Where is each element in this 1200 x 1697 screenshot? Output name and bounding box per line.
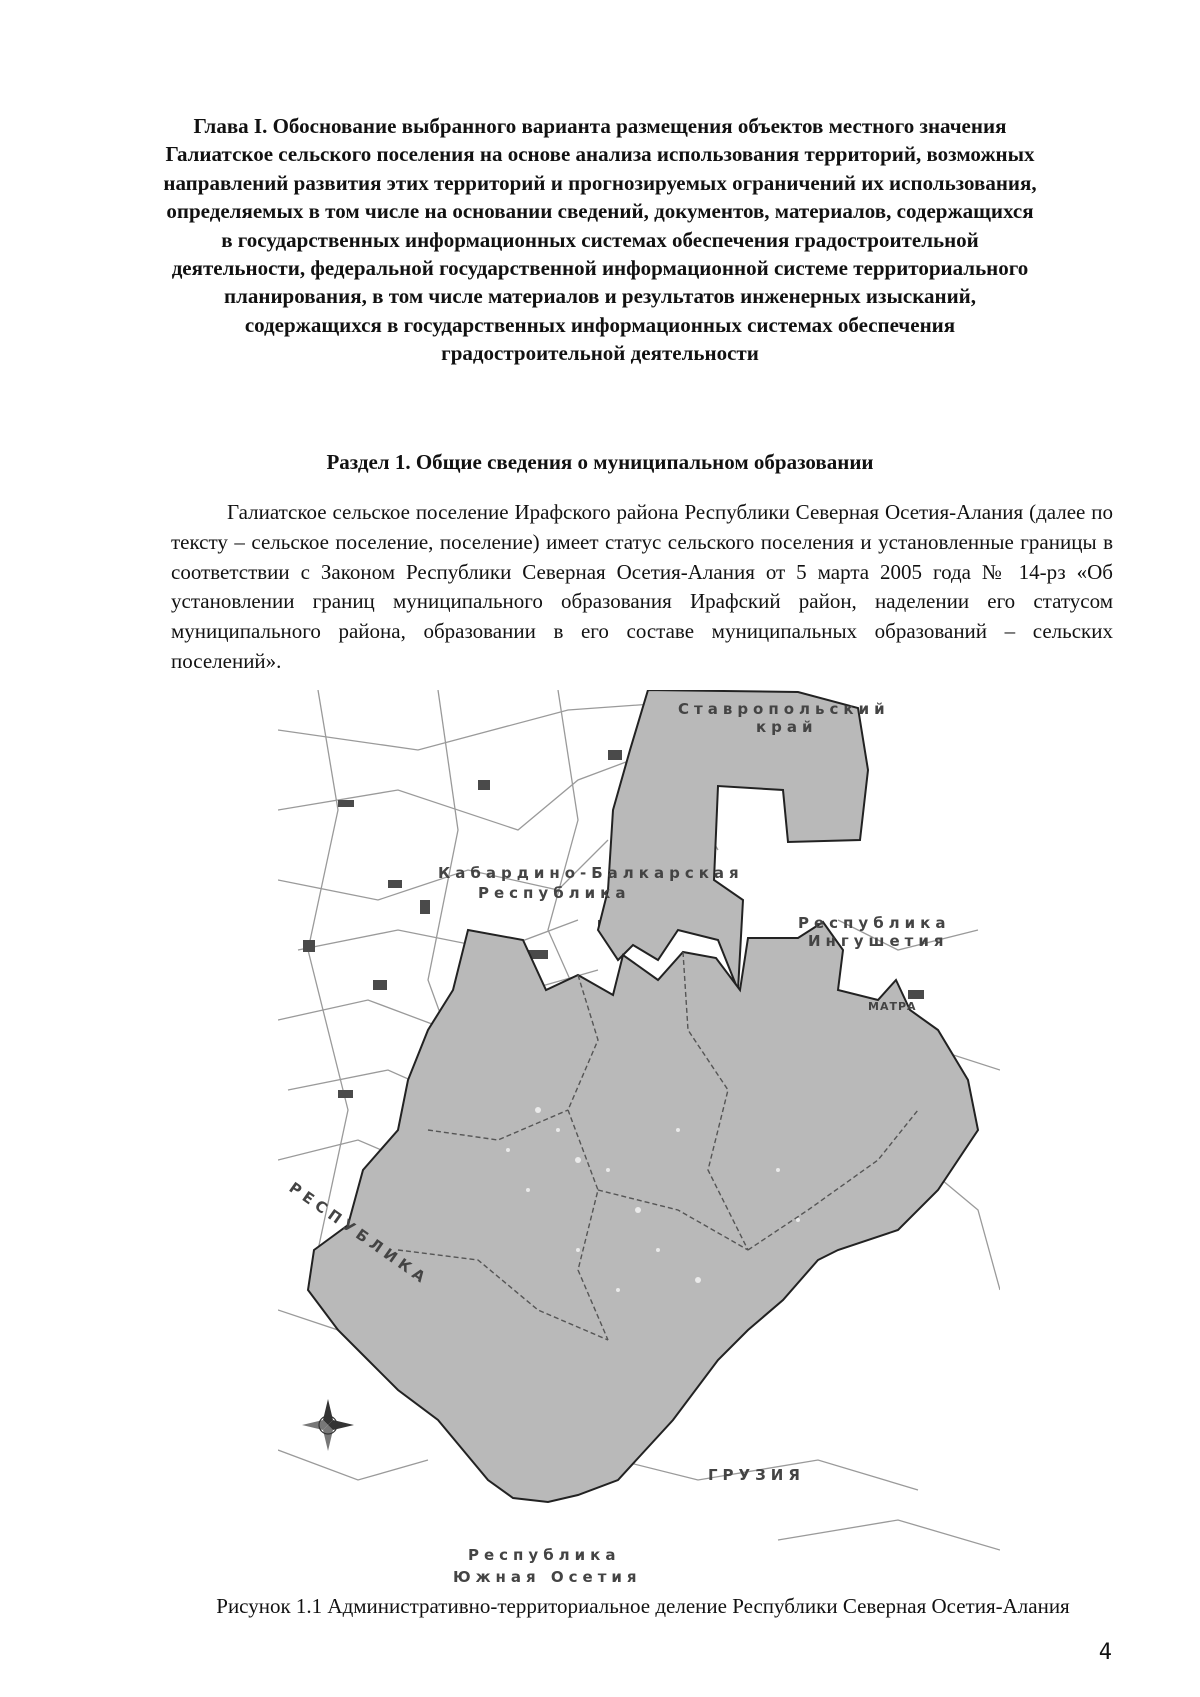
label-stavropol: Ставропольский (678, 700, 890, 718)
label-georgia: ГРУЗИЯ (708, 1466, 805, 1484)
label-kbr: Кабардино-Балкарская (438, 864, 744, 882)
label-ingushetia-republic: Республика (798, 914, 951, 932)
body-paragraph: Галиатское сельское поселение Ирафского района Республики Северная Осетия-Алания (далее по тексту – сельское поселение, поселение) имеет статус сельского поселения и установленные границы в соответствии с Законом Республики Северная Осетия-Алания от 5 марта 2005 года № 14-рз «Об установлении границ муниципального образования Ирафский район, наделении его статусом муниципального района, образовании в его составе муниципальных образований – сельских поселений». (171, 500, 1113, 673)
administrative-map (278, 690, 1000, 1588)
label-kbr-republic: Республика (478, 884, 631, 902)
compass-rose-icon (302, 1399, 354, 1451)
page-number: 4 (1098, 1640, 1112, 1665)
label-republic-west: РЕСПУБЛИКА (285, 1178, 433, 1289)
north-ossetia-region (308, 690, 978, 1502)
section-title: Раздел 1. Общие сведения о муниципальном образовании (326, 450, 874, 474)
label-south-ossetia: Южная Осетия (453, 1568, 642, 1586)
chapter-title: Глава I. Обоснование выбранного варианта размещения объектов местного значения Галиатское сельского поселения на основе анализа использования территорий, возможных направлений развития этих территорий и прогнозируемых ограничений их использования, определяемых в том числе на основании сведений, документов, материалов, содержащихся в государственных информационных системах обеспечения градостроительной деятельности, федеральной государственной информационной системе территориального планирования, в том числе материалов и результатов инженерных изысканий, содержащихся в государственных информационных системах обеспечения градостроительной деятельности (163, 114, 1037, 366)
label-south-ossetia-republic: Республика (468, 1546, 621, 1564)
administrative-map-figure (278, 690, 1000, 1588)
label-matra: МАТРА (868, 1000, 917, 1013)
figure-caption: Рисунок 1.1 Административно-территориальное деление Республики Северная Осетия-Алания (216, 1594, 1070, 1618)
label-ingushetia: Ингушетия (808, 932, 949, 950)
label-stavropol-kray: край (756, 718, 818, 736)
